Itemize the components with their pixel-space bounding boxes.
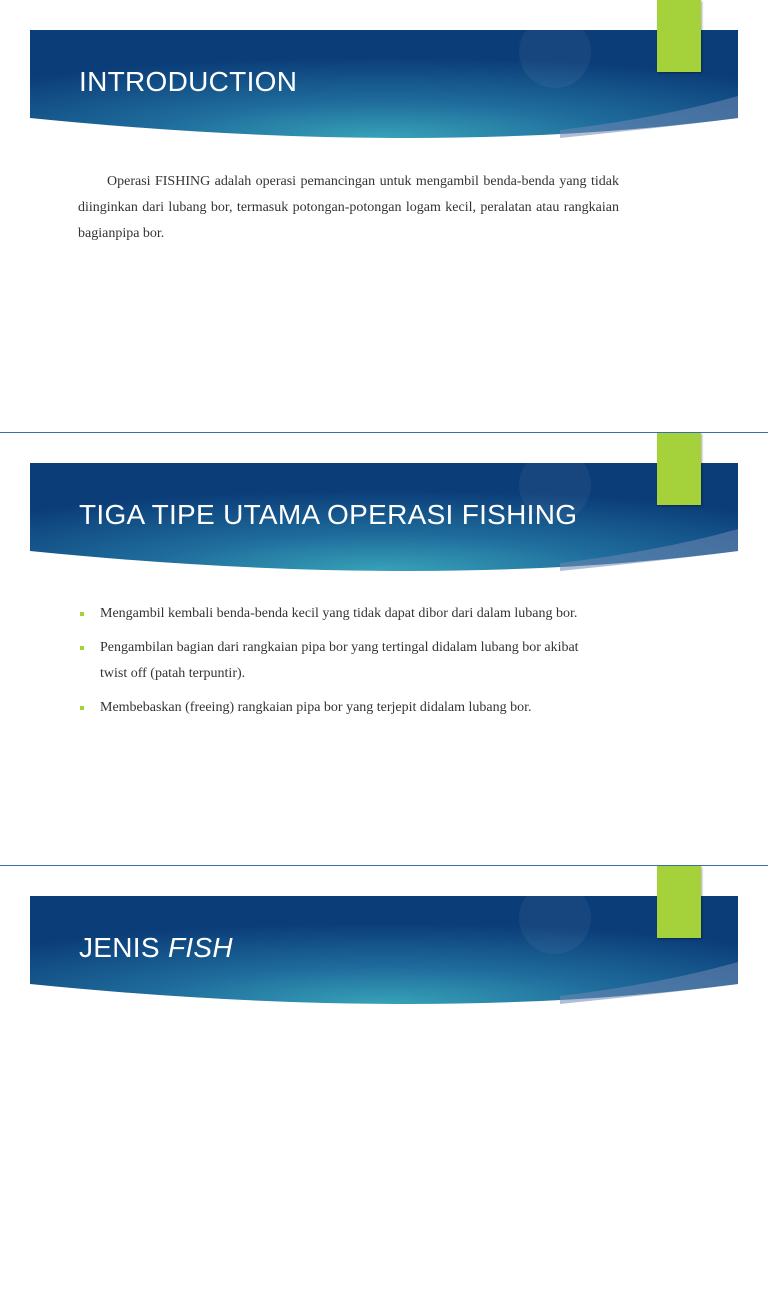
slide-jenis-fish — [0, 866, 768, 1298]
bullet-square-icon — [80, 612, 84, 616]
slide-title: TIGA TIPE UTAMA OPERASI FISHING — [79, 499, 578, 530]
slide-introduction — [0, 0, 768, 432]
bullet-text: Membebaskan (freeing) rangkaian pipa bor yang terjepit didalam lubang bor. — [100, 700, 532, 715]
slide-title-emphasis: FISH — [167, 932, 233, 963]
bullet-square-icon — [80, 706, 84, 710]
green-accent-tab — [657, 0, 701, 72]
slide-tiga-tipe — [0, 433, 768, 865]
bullet-square-icon — [80, 646, 84, 650]
list-item — [78, 695, 608, 721]
slide-title: INTRODUCTION — [79, 66, 298, 97]
bullet-text: Pengambilan bagian dari rangkaian pipa bor yang tertingal didalam lubang bor akibat twist off (patah terpuntir). — [100, 640, 579, 681]
list-item — [78, 635, 608, 687]
bullet-list — [78, 601, 608, 729]
list-item — [78, 601, 608, 627]
bullet-text: Mengambil kembali benda-benda kecil yang tidak dapat dibor dari dalam lubang bor. — [100, 606, 578, 621]
green-accent-tab — [657, 866, 701, 938]
slide-title-prefix: JENIS — [79, 932, 168, 963]
slide-title — [79, 932, 233, 964]
green-accent-tab — [657, 433, 701, 505]
intro-paragraph: Operasi FISHING adalah operasi pemancingan untuk mengambil benda-benda yang tidak diinginkan dari lubang bor, termasuk potongan-potongan logam kecil, peralatan atau rangkaian bagianpipa bor. — [78, 174, 619, 241]
